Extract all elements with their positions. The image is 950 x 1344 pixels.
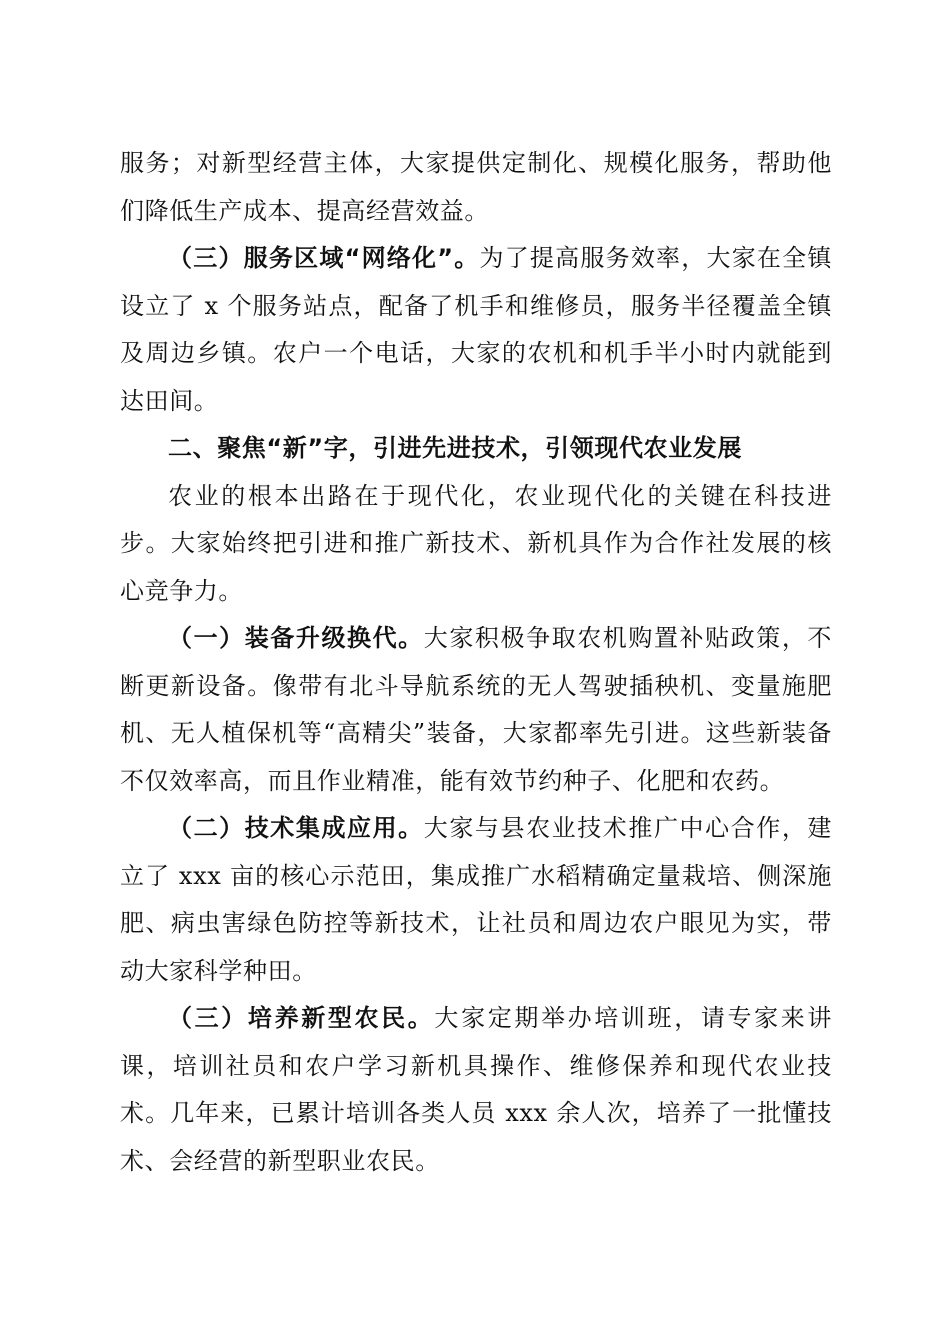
paragraph-lead: （三）培养新型农民。 [168,1004,435,1032]
paragraph-text: 为了提高服务效率，大家在全镇设立了 x 个服务站点，配备了机手和维修员，服务半径覆盖全镇及周边乡镇。农户一个电话，大家的农机和机手半小时内就能到达田间。 [120,244,832,415]
paragraph-farmer-training [120,995,832,1185]
paragraph-lead: （三）服务区域“网络化”。 [168,244,480,272]
paragraph-service-network [120,235,832,425]
paragraph-text: 大家与县农业技术推广中心合作，建立了 xxx 亩的核心示范田，集成推广水稻精确定量栽培、侧深施肥、病虫害绿色防控等新技术，让社员和周边农户眼见为实，带动大家科学种田。 [120,814,832,985]
paragraph-text: 大家积极争取农机购置补贴政策，不断更新设备。像带有北斗导航系统的无人驾驶插秧机、变量施肥机、无人植保机等“高精尖”装备，大家都率先引进。这些新装备不仅效率高，而且作业精准，能有效节约种子、化肥和农药。 [120,624,832,795]
paragraph-continuation [120,140,832,235]
paragraph-intro [120,473,832,616]
paragraph-text: 大家定期举办培训班，请专家来讲课，培训社员和农户学习新机具操作、维修保养和现代农业技术。几年来，已累计培训各类人员 xxx 余人次，培养了一批懂技术、会经营的新型职业农民。 [120,1004,833,1175]
document-body [120,140,832,1185]
paragraph-lead: （一）装备升级换代。 [168,624,424,652]
paragraph-tech-integration [120,805,832,995]
paragraph-equipment-upgrade [120,615,832,805]
paragraph-text: 服务；对新型经营主体，大家提供定制化、规模化服务，帮助他们降低生产成本、提高经营效益。 [120,149,832,225]
paragraph-lead: （二）技术集成应用。 [168,814,424,842]
paragraph-text: 农业的根本出路在于现代化，农业现代化的关键在科技进步。大家始终把引进和推广新技术、新机具作为合作社发展的核心竞争力。 [120,481,832,605]
section-heading: 二、聚焦“新”字，引进先进技术，引领现代农业发展 [168,434,742,462]
